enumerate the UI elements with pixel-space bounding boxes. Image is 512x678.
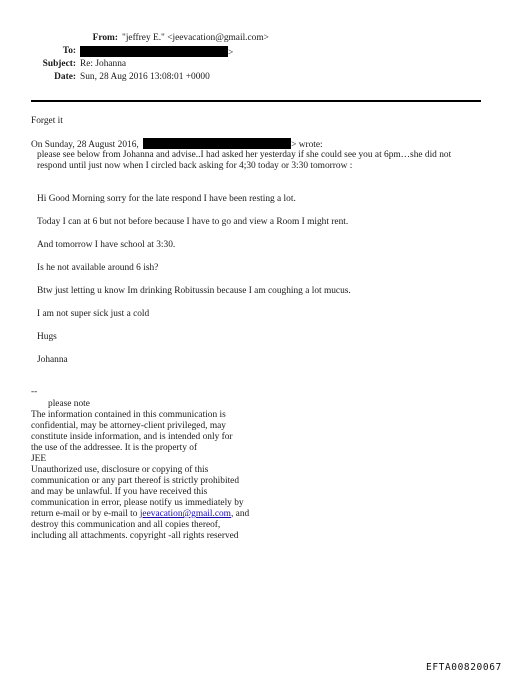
document-id: EFTA00820067	[426, 662, 502, 673]
signature-line: constitute inside information, and is intended only for	[31, 432, 233, 442]
header-divider	[31, 100, 481, 102]
quote-line: respond until just now when I circled back asking for 4;30 today or 3:30 tomorrow :	[37, 161, 353, 171]
quote-on-suffix: > wrote:	[291, 140, 323, 150]
subject-label: Subject:	[42, 59, 76, 69]
subject-value: Re: Johanna	[80, 59, 127, 69]
redaction-bar	[80, 46, 228, 57]
from-label: From:	[92, 33, 118, 43]
signature-line: The information contained in this communication is	[31, 410, 226, 420]
signature-line: confidential, may be attorney-client privileged, may	[31, 421, 226, 431]
message-line: Btw just letting u know Im drinking Robitussin because I am coughing a lot mucus.	[37, 286, 351, 296]
message-line: Hugs	[37, 332, 57, 342]
signature-line-prefix: return e-mail or by e-mail to	[31, 509, 140, 519]
signature-line: destroy this communication and all copies thereof,	[31, 520, 221, 530]
quote-on-prefix: On Sunday, 28 August 2016,	[31, 140, 139, 150]
message-line: I am not super sick just a cold	[37, 309, 150, 319]
redaction-bar	[143, 138, 291, 149]
signature-line: including all attachments. copyright -all rights reserved	[31, 531, 239, 541]
signature-line: and may be unlawful. If you have received this	[31, 487, 208, 497]
message-line: Hi Good Morning sorry for the late respond I have been resting a lot.	[37, 194, 296, 204]
signature-line: JEE	[31, 454, 47, 464]
signature-line	[31, 509, 249, 520]
signature-line: communication in error, please notify us immediately by	[31, 498, 244, 508]
message-line: And tomorrow I have school at 3:30.	[37, 240, 176, 250]
quote-line: please see below from Johanna and advise..I had asked her yesterday if she could see you at 6pm…she did not	[37, 150, 452, 160]
message-line: Johanna	[37, 355, 68, 365]
email-link[interactable]: jeevacation@gmail.com	[139, 509, 231, 519]
signature-line: communication or any part thereof is strictly prohibited	[31, 476, 240, 486]
signature-line: Unauthorized use, disclosure or copying of this	[31, 465, 209, 475]
signature-please-note: please note	[48, 399, 90, 409]
message-line: Is he not available around 6 ish?	[37, 263, 159, 273]
date-value: Sun, 28 Aug 2016 13:08:01 +0000	[80, 72, 210, 82]
signature-dashes: --	[31, 387, 38, 397]
to-label: To:	[62, 46, 76, 56]
signature-line-suffix: , and	[230, 509, 250, 519]
date-label: Date:	[54, 72, 76, 82]
reply-text: Forget it	[31, 116, 63, 126]
from-value: "jeffrey E." <jeevacation@gmail.com>	[122, 33, 269, 43]
to-suffix: >	[228, 48, 234, 58]
signature-line: the use of the addressee. It is the property of	[31, 443, 198, 453]
message-line: Today I can at 6 but not before because I have to go and view a Room I might rent.	[37, 217, 349, 227]
